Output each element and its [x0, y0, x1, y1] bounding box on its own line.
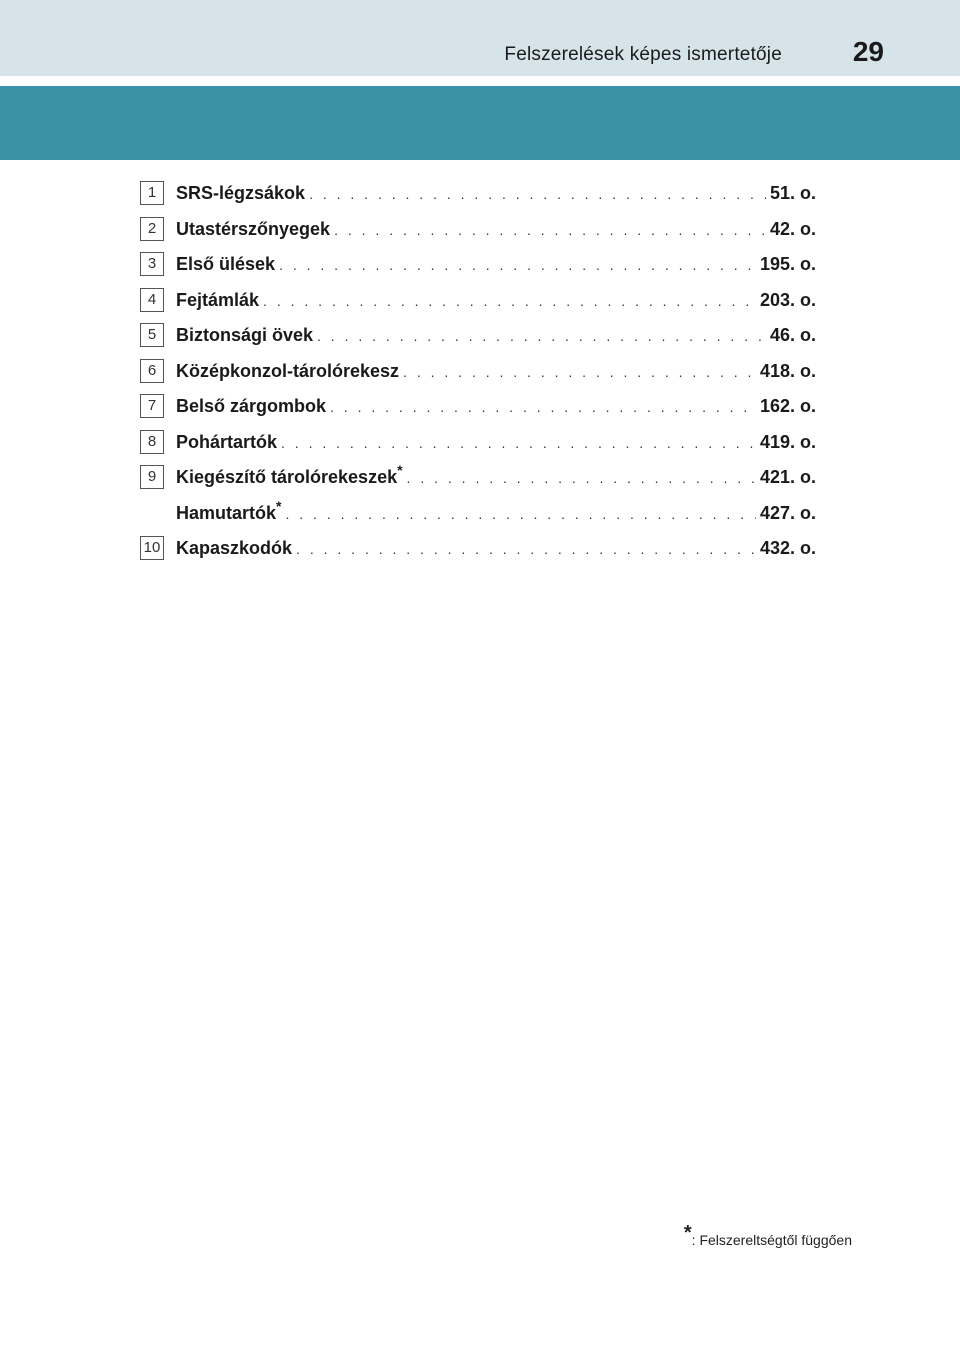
- toc-label-text: Pohártartók: [176, 431, 278, 452]
- dot-leader: [281, 426, 756, 462]
- toc-line[interactable]: [140, 389, 816, 425]
- toc-line[interactable]: [140, 318, 816, 354]
- page-number: 29: [852, 36, 884, 67]
- toc-label: [176, 283, 259, 319]
- toc-label-text: Középkonzol-tárolórekesz: [176, 360, 400, 381]
- toc-number-badge: 8: [140, 430, 164, 454]
- toc-label: [176, 354, 399, 390]
- toc-line[interactable]: [140, 176, 816, 212]
- footnote-marker: *: [276, 497, 282, 514]
- toc-label: [176, 389, 326, 425]
- toc-line[interactable]: [140, 247, 816, 283]
- toc-item[interactable]: [140, 531, 816, 567]
- toc-item[interactable]: [140, 247, 816, 283]
- toc-number-badge: 5: [140, 323, 164, 347]
- toc-label-text: Utastérszőnyegek: [176, 218, 331, 239]
- toc-line[interactable]: [140, 354, 816, 390]
- footnote-star: *: [683, 1222, 692, 1244]
- toc-label: [176, 176, 305, 212]
- toc-line[interactable]: [140, 283, 816, 319]
- toc-label: [176, 531, 292, 567]
- toc-number-badge: 9: [140, 465, 164, 489]
- toc-label: [176, 212, 330, 248]
- toc-item[interactable]: [140, 425, 816, 461]
- toc-label-text: Kiegészítő tárolórekeszek: [176, 467, 398, 487]
- header-band: [0, 86, 960, 160]
- toc-line[interactable]: [140, 212, 816, 248]
- toc-number-badge: 2: [140, 217, 164, 241]
- toc-page-ref[interactable]: 46. o.: [769, 325, 816, 345]
- toc-number-badge: 1: [140, 181, 164, 205]
- toc-line[interactable]: [140, 531, 816, 567]
- toc-page-ref[interactable]: 419. o.: [759, 431, 816, 452]
- toc-label-text: Belső zárgombok: [176, 396, 327, 416]
- footnote-text: : Felszereltségtől függően: [691, 1232, 852, 1248]
- toc-page-ref[interactable]: 195. o.: [759, 254, 816, 274]
- toc-number-badge: 10: [140, 536, 164, 560]
- toc-label-text: Fejtámlák: [176, 289, 260, 310]
- toc-line[interactable]: [140, 496, 816, 532]
- footnote: [683, 1222, 852, 1248]
- dot-leader: [403, 355, 756, 391]
- toc-line[interactable]: [140, 460, 816, 496]
- toc-item[interactable]: [140, 176, 816, 212]
- toc-number-badge: 7: [140, 394, 164, 418]
- toc-page-ref[interactable]: 432. o.: [759, 538, 816, 558]
- toc-page-ref[interactable]: 203. o.: [759, 289, 816, 310]
- page-header: [0, 0, 960, 76]
- toc-label: [176, 425, 277, 461]
- toc-item[interactable]: [140, 283, 816, 319]
- dot-leader: [334, 213, 766, 249]
- toc-label-text: Biztonsági övek: [176, 325, 314, 345]
- toc-item[interactable]: [140, 212, 816, 248]
- dot-leader: [309, 177, 766, 213]
- toc-number-badge: 6: [140, 359, 164, 383]
- toc-item[interactable]: [140, 318, 816, 354]
- dot-leader: [407, 461, 756, 497]
- toc-item[interactable]: [140, 389, 816, 425]
- toc-page-ref[interactable]: 162. o.: [759, 396, 816, 416]
- dot-leader: [285, 497, 755, 533]
- toc-label: [176, 496, 281, 532]
- dot-leader: [296, 532, 756, 568]
- toc-item[interactable]: [140, 460, 816, 531]
- toc-label-text: Kapaszkodók: [176, 538, 293, 558]
- toc-label-text: SRS-légzsákok: [176, 183, 306, 203]
- toc-label: [176, 460, 403, 496]
- toc-page-ref[interactable]: 427. o.: [759, 502, 816, 523]
- toc-number-badge: 3: [140, 252, 164, 276]
- section-title: Felszerelések képes ismertetője: [504, 44, 782, 65]
- toc-label: [176, 247, 275, 283]
- dot-leader: [330, 390, 756, 426]
- toc-page-ref[interactable]: 51. o.: [769, 183, 816, 203]
- toc-page-ref[interactable]: 42. o.: [769, 218, 816, 239]
- toc-number-badge: 4: [140, 288, 164, 312]
- table-of-contents: [140, 176, 816, 567]
- dot-leader: [279, 248, 756, 284]
- toc-page-ref[interactable]: 421. o.: [759, 467, 816, 487]
- toc-label-text: Első ülések: [176, 254, 276, 274]
- dot-leader: [263, 284, 756, 320]
- dot-leader: [317, 319, 766, 355]
- toc-label-text: Hamutartók: [176, 502, 277, 523]
- toc-label: [176, 318, 313, 354]
- toc-page-ref[interactable]: 418. o.: [759, 360, 816, 381]
- toc-line[interactable]: [140, 425, 816, 461]
- footnote-marker: *: [397, 462, 403, 478]
- toc-item[interactable]: [140, 354, 816, 390]
